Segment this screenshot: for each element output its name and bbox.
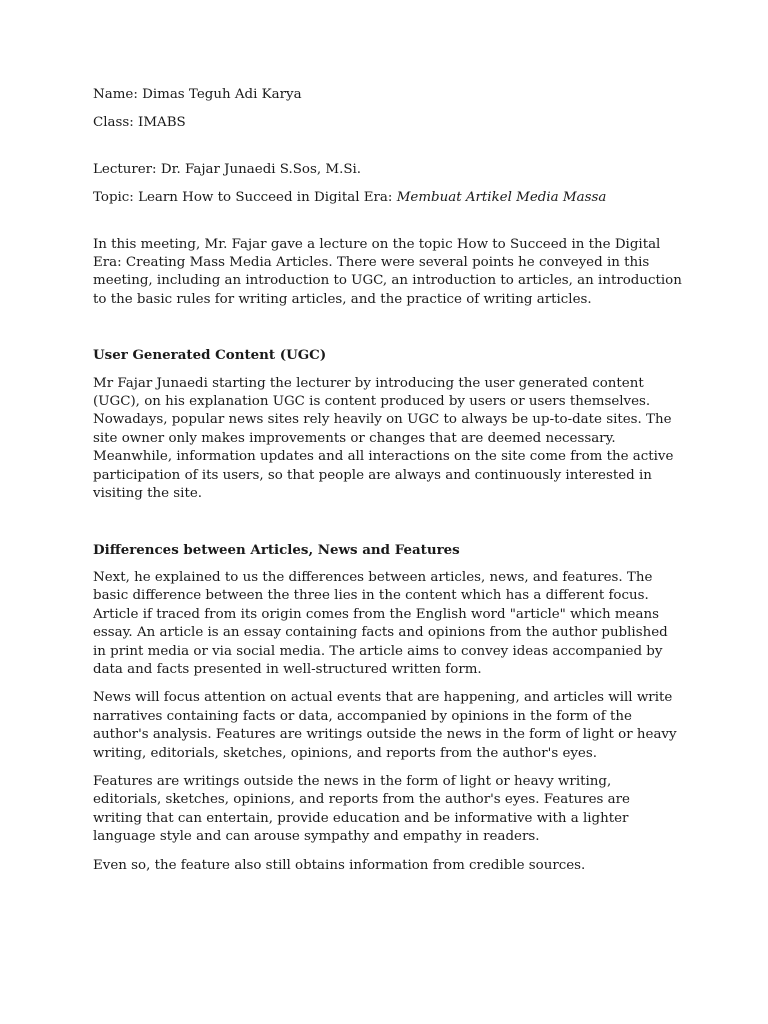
section-heading-ugc: User Generated Content (UGC) bbox=[93, 347, 327, 364]
section-heading-differences: Differences between Articles, News and Features bbox=[93, 541, 460, 558]
lecturer-label: Lecturer: bbox=[93, 161, 157, 177]
class-line bbox=[93, 114, 683, 132]
name-line bbox=[93, 86, 683, 104]
ugc-paragraph: Mr Fajar Junaedi starting the lecturer by introducing the user generated content (UGC), on his explanation UGC is content produced by users or users themselves. Nowadays, popular news sites rely heavily on UGC to always be up-to-date sites. The site owner only makes improvements or changes that are deemed necessary. Meanwhile, information updates and all interactions on the site come from the active participation of its users, so that people are always and continuously interested in visiting the site. bbox=[93, 375, 674, 502]
document-body bbox=[93, 86, 683, 875]
differences-paragraph-3: Features are writings outside the news in the form of light or heavy writing, editorials, sketches, opinions, and reports from the author's eyes. Features are writing that can entertain, provide education and be informative with a lighter language style and can arouse sympathy and empathy in readers. bbox=[93, 773, 630, 845]
class-value: IMABS bbox=[138, 115, 186, 131]
intro-paragraph: In this meeting, Mr. Fajar gave a lecture on the topic How to Succeed in the Digital Era: Creating Mass Media Articles. There were several points he conveyed in this meeting, including an introduction to UGC, an introduction to articles, an introduction to the basic rules for writing articles, and the practice of writing articles. bbox=[93, 236, 682, 307]
differences-paragraph-4: Even so, the feature also still obtains information from credible sources. bbox=[93, 857, 586, 873]
lecturer-value: Dr. Fajar Junaedi S.Sos, M.Si. bbox=[160, 161, 362, 177]
topic-value: Learn How to Succeed in Digital Era: bbox=[138, 190, 393, 206]
lecturer-line bbox=[93, 161, 683, 179]
class-label: Class: bbox=[93, 115, 134, 131]
topic-label: Topic: bbox=[93, 190, 134, 206]
differences-paragraph-2: News will focus attention on actual events that are happening, and articles will write narratives containing facts or data, accompanied by opinions in the form of the author's analysis. Features are writings outside the news in the form of light or heavy writing, editorials, sketches, opinions, and reports from the author's eyes. bbox=[93, 690, 677, 761]
name-label: Name: bbox=[93, 87, 138, 102]
name-value: Dimas Teguh Adi Karya bbox=[142, 87, 302, 102]
differences-paragraph-1: Next, he explained to us the differences between articles, news, and features. The basic difference between the three lies in the content which has a different focus. Article if traced from its origin comes from the English word "article" which means essay. An article is an essay containing facts and opinions from the author published in print media or via social media. The article aims to convey ideas accompanied by data and facts presented in well-structured written form. bbox=[93, 569, 668, 677]
topic-italic: Membuat Artikel Media Massa bbox=[396, 190, 607, 206]
topic-line bbox=[93, 189, 683, 207]
